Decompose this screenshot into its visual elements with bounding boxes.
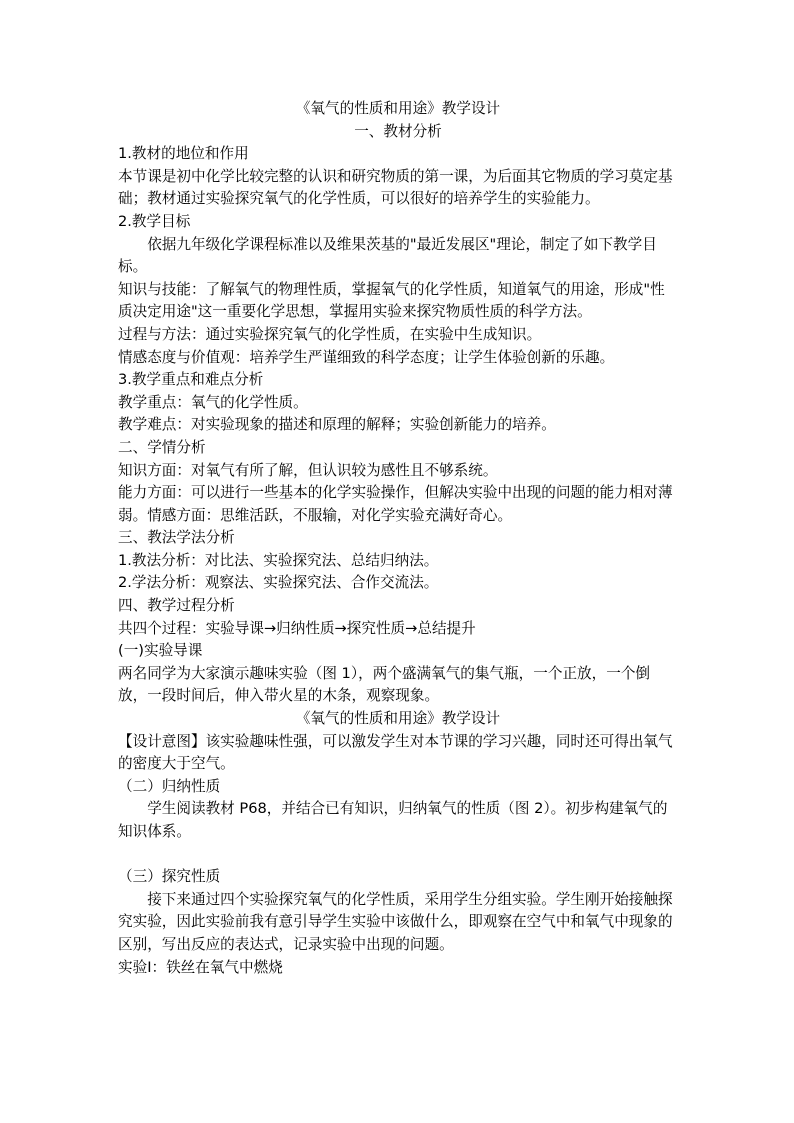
step3-heading: （三）探究性质 <box>118 868 221 886</box>
goal-emotion-values: 情感态度与价值观：培养学生严谨细致的科学态度；让学生体验创新的乐趣。 <box>118 348 615 366</box>
repeated-title: 《氧气的性质和用途》教学设计 <box>295 710 501 728</box>
document-page <box>118 98 678 979</box>
section-heading-learner-analysis: 二、学情分析 <box>118 438 206 456</box>
step2-paragraph: 学生阅读教材 P68，并结合已有知识，归纳氧气的性质（图 2）。初步构建氧气的知识体系。 <box>118 800 668 840</box>
blank-line <box>118 844 678 867</box>
learner-ability: 能力方面：可以进行一些基本的化学实验操作，但解决实验中出现的问题的能力相对薄弱。情感方面：思维活跃，不服输，对化学实验充满好奇心。 <box>118 484 673 524</box>
subheading-key-difficult: 3.教学重点和难点分析 <box>118 371 264 389</box>
paragraph-teaching-goals: 依据九年级化学课程标准以及维果茨基的"最近发展区"理论，制定了如下教学目标。 <box>118 235 657 276</box>
step1-paragraph: 两名同学为大家演示趣味实验（图 1），两个盛满氧气的集气瓶，一个正放，一个倒放，一段时间后，伸入带火星的木条，观察现象。 <box>118 664 651 705</box>
experiment1-heading: 实验Ⅰ：铁丝在氧气中燃烧 <box>118 958 283 976</box>
paragraph-position-role: 本节课是初中化学比较完整的认识和研究物质的第一课，为后面其它物质的学习莫定基础；教材通过实验探究氧气的化学性质，可以很好的培养学生的实验能力。 <box>118 167 673 208</box>
subheading-teaching-goals: 2.教学目标 <box>118 212 191 230</box>
teaching-method: 1.教法分析：对比法、实验探究法、总结归纳法。 <box>118 551 439 569</box>
section-heading-textbook-analysis: 一、教材分析 <box>354 122 442 140</box>
step1-heading: (一)实验导课 <box>118 642 203 660</box>
learner-knowledge: 知识方面：对氧气有所了解，但认识较为感性且不够系统。 <box>118 461 498 479</box>
difficult-point: 教学难点：对实验现象的描述和原理的解释；实验创新能力的培养。 <box>118 416 556 434</box>
step3-paragraph: 接下来通过四个实验探究氧气的化学性质，采用学生分组实验。学生刚开始接触探究实验，因此实验前我有意引导学生实验中该做什么，即观察在空气中和氧气中现象的区别，写出反应的表达式，记录实验中出现的问题。 <box>118 890 673 953</box>
process-overview: 共四个过程：实验导课→归纳性质→探究性质→总结提升 <box>118 619 476 637</box>
study-method: 2.学法分析：观察法、实验探究法、合作交流法。 <box>118 574 439 592</box>
section-heading-process: 四、教学过程分析 <box>118 597 235 615</box>
goal-process-method: 过程与方法：通过实验探究氧气的化学性质，在实验中生成知识。 <box>118 325 542 343</box>
step2-heading: （二）归纳性质 <box>118 777 221 795</box>
design-intent: 【设计意图】该实验趣味性强，可以激发学生对本节课的学习兴趣，同时还可得出氧气的密度大于空气。 <box>118 732 673 773</box>
document-title: 《氧气的性质和用途》教学设计 <box>295 100 501 117</box>
subheading-position-role: 1.教材的地位和作用 <box>118 145 249 163</box>
section-heading-methods: 三、教法学法分析 <box>118 529 235 547</box>
goal-knowledge-skills: 知识与技能：了解氧气的物理性质，掌握氧气的化学性质，知道氧气的用途，形成"性质决定用途"这一重要化学思想，掌握用实验来探究物质性质的科学方法。 <box>118 280 665 321</box>
key-point: 教学重点：氧气的化学性质。 <box>118 393 308 411</box>
